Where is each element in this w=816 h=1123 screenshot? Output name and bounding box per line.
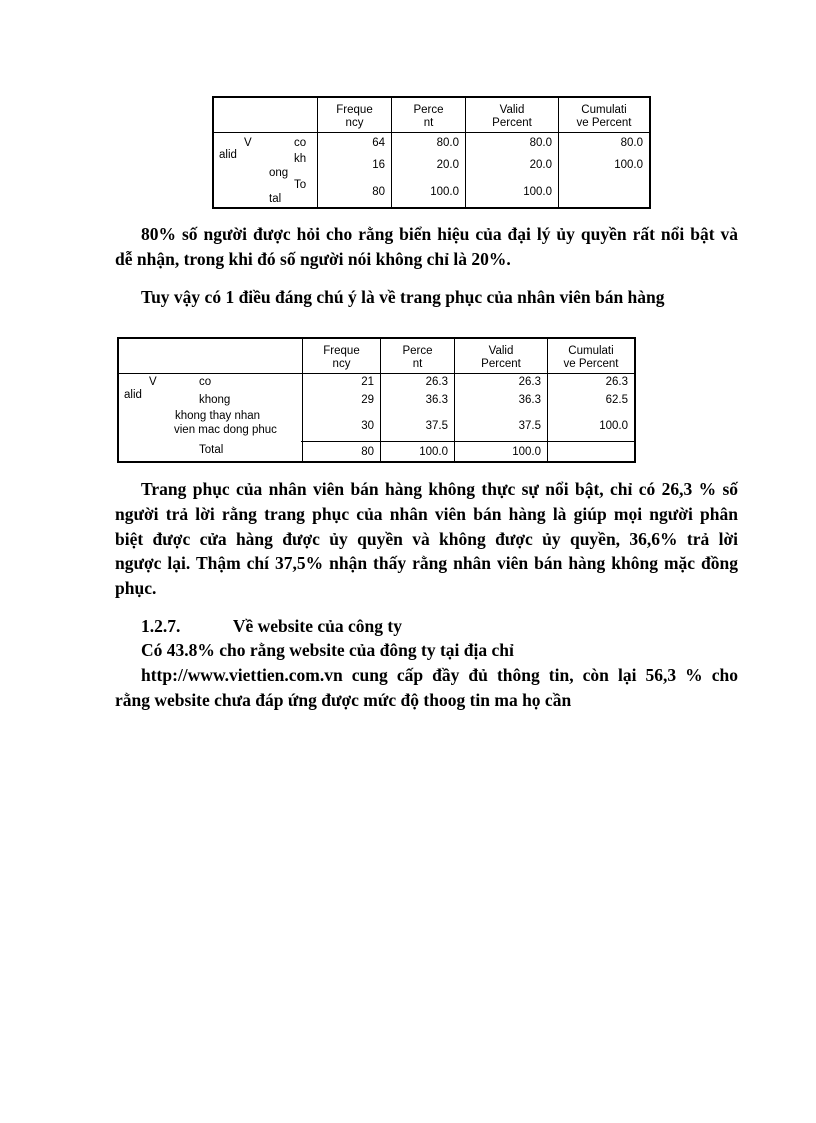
col-valid-percent-values [466,132,559,208]
col-header-percent: Perce nt [392,97,466,132]
paragraph-line: 80% số người được hỏi cho rằng biển hiệu của đại lý ủy quyền rất nổi bật và [141,224,738,244]
paragraph-line: http://www.viettien.com.vn cung cấp đầy đủ thông tin, còn lại 56,3 % cho [141,665,738,685]
paragraph-line: ngược lại. Thậm chí 37,5% nhận thấy rằng nhân viên bán hàng không mặc đồng [115,553,738,573]
cell-value: 36.3 [518,393,541,406]
cell-value: 37.5 [518,419,541,432]
paragraph-line: phục. [115,578,157,598]
paragraph-line: Tuy vậy có 1 điều đáng chú ý là về trang phục của nhân viên bán hàng [141,287,665,307]
paragraph-line: Có 43.8% cho rằng website của đông ty tại địa chỉ [141,640,514,660]
cell-value: 62.5 [605,393,628,406]
cell-value: 100.0 [430,185,459,198]
section-heading [141,614,402,639]
cell-value: 100.0 [599,419,628,432]
col-valid-percent-values [455,373,548,462]
paragraph-line: rằng website chưa đáp ứng được mức độ thoog tin ma họ cần [115,690,572,710]
cell-value: 64 [372,136,385,149]
cell-value: 21 [361,375,374,388]
total-row-divider [301,441,636,442]
row-label-khong: kh [294,152,307,165]
col-header-percent: Perce nt [381,338,455,373]
table-corner [213,97,318,132]
paragraph-signage-summary [115,222,738,247]
row-label-khong: ong [269,166,289,179]
table-corner [118,338,303,373]
paragraph-signage-summary-end [115,247,738,272]
cell-value: 26.3 [518,375,541,388]
cell-value: 100.0 [419,445,448,458]
valid-label: alid [124,388,142,401]
paragraph-line: biệt được cửa hàng được ủy quyền và không được ủy quyền, 36,6% trả lời [115,529,738,549]
cell-value: 36.3 [425,393,448,406]
cell-value: 80.0 [436,136,459,149]
cell-value: 100.0 [523,185,552,198]
paragraph-uniform-intro [141,285,665,310]
col-header-valid-percent: Valid Percent [466,97,559,132]
cell-value: 37.5 [425,419,448,432]
frequency-table-signage [212,96,651,209]
row-label-khong-thay: khong thay nhan [175,409,261,422]
cell-value: 100.0 [512,445,541,458]
row-label-total: To [294,178,307,191]
cell-value: 20.0 [529,158,552,171]
valid-label: V [244,136,252,149]
valid-label: V [149,375,157,388]
cell-value: 20.0 [436,158,459,171]
col-frequency-values [318,132,392,208]
cell-value: 80 [361,445,374,458]
row-labels [118,373,303,462]
cell-value: 26.3 [425,375,448,388]
row-label-co: co [294,136,307,149]
paragraph-line: dễ nhận, trong khi đó số người nói không chỉ là 20%. [115,249,511,269]
valid-label: alid [219,148,237,161]
col-header-cumulative-percent: Cumulati ve Percent [559,97,651,132]
col-percent-values [381,373,455,462]
row-label-khong: khong [199,393,231,406]
paragraph-line: Trang phục của nhân viên bán hàng không thực sự nổi bật, chỉ có 26,3 % số [141,479,738,499]
cell-value: 26.3 [605,375,628,388]
row-label-total: Total [199,443,224,456]
col-header-frequency: Freque ncy [303,338,381,373]
cell-value: 80.0 [529,136,552,149]
col-header-cumulative-percent: Cumulati ve Percent [548,338,636,373]
section-title: Về website của công ty [232,616,402,636]
cell-value: 16 [372,158,385,171]
cell-value: 80 [372,185,385,198]
cell-value: 29 [361,393,374,406]
col-cumulative-percent-values [559,132,651,208]
row-label-khong-thay: vien mac dong phuc [174,423,277,436]
col-percent-values [392,132,466,208]
cell-value: 30 [361,419,374,432]
row-labels [213,132,318,208]
col-frequency-values [303,373,381,462]
frequency-table-uniform [117,337,636,463]
col-header-valid-percent: Valid Percent [455,338,548,373]
col-cumulative-percent-values [548,373,636,462]
row-label-co: co [199,375,212,388]
cell-value: 100.0 [614,158,643,171]
cell-value: 80.0 [620,136,643,149]
section-number: 1.2.7. [141,616,181,636]
row-label-total: tal [269,192,282,205]
paragraph-line: người trả lời rằng trang phục của nhân viên bán hàng là giúp mọi người phân [115,504,738,524]
col-header-frequency: Freque ncy [318,97,392,132]
